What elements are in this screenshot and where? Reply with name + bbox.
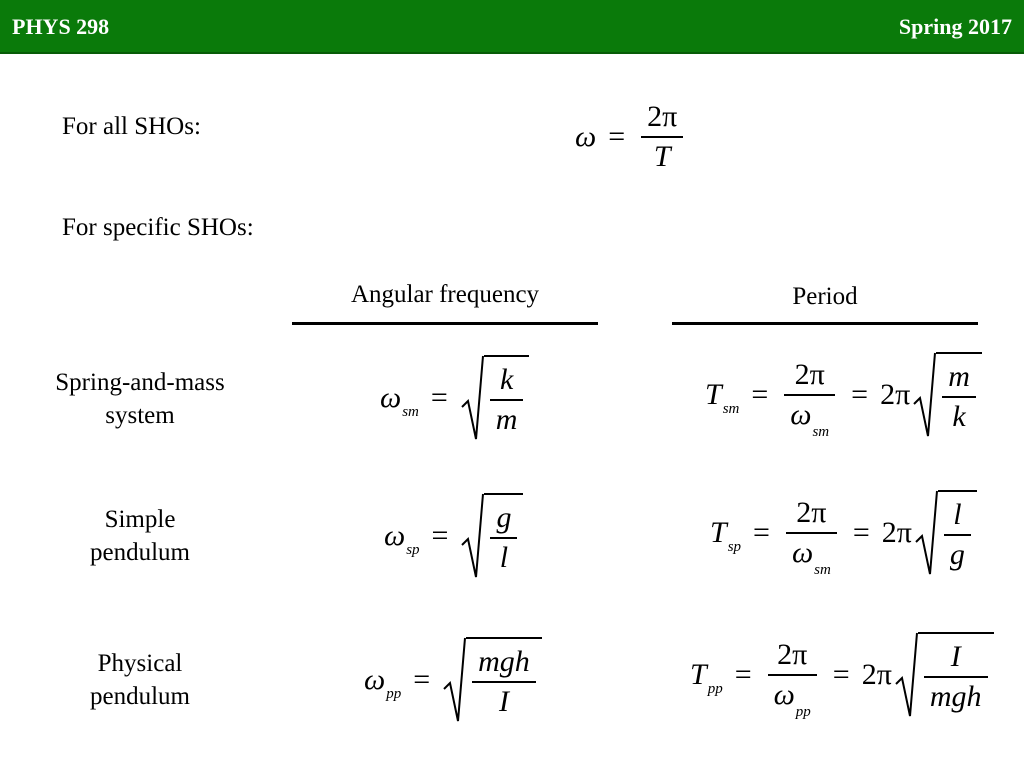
row-label-line2: pendulum [90,538,190,566]
fraction-denominator: I [498,685,509,718]
subscript: sm [402,403,419,420]
equals-sign: = [852,516,870,549]
subscript: sm [814,562,831,578]
radical-sign-icon [442,637,466,723]
fraction-numerator: 2π [647,100,678,133]
row-label-line1: Simple [104,506,176,533]
omega-symbol: ω [384,519,406,552]
fraction-denominator [784,396,835,440]
fraction-numerator: k [499,363,514,396]
radical-sign-icon [460,493,484,579]
row-label-spring-mass [40,367,240,432]
course-title: PHYS 298 [12,14,110,39]
omega-symbol: ω [790,398,812,431]
subscript: pp [795,704,811,720]
fraction-denominator: g [949,538,965,571]
radicand [484,355,530,441]
coefficient: 2π [861,658,892,691]
fraction-numerator: mgh [478,645,530,678]
radical-sign-icon [460,355,484,441]
fraction [786,496,837,578]
period-symbol: T [690,658,707,691]
row-label-simple-pendulum [40,504,240,569]
row-label-line2: pendulum [90,682,190,710]
fraction-denominator: T [653,140,671,173]
omega-symbol: ω [364,663,386,696]
fraction-numerator: 2π [794,358,825,391]
subscript: sp [406,541,420,558]
column-rule-angular [292,322,598,325]
column-header-period: Period [792,283,858,310]
equals-sign: = [608,120,626,153]
slide-header [0,0,1024,54]
square-root [914,490,977,576]
omega-formula-spring-mass [380,355,529,441]
row-label-line1: Spring-and-mass [55,369,225,396]
fraction-denominator: mgh [929,680,982,713]
period-symbol: T [710,516,727,549]
omega-formula-physical-pendulum [364,637,542,723]
fraction [472,647,536,717]
square-root [460,493,523,579]
fraction [944,500,971,570]
omega-symbol: ω [575,120,597,153]
subscript: sm [812,424,830,440]
fraction-numerator: 2π [777,638,808,671]
period-symbol: T [705,378,722,411]
fraction-denominator: l [499,541,509,574]
omega-symbol: ω [791,536,814,569]
fraction-denominator: k [952,400,966,433]
radicand [918,632,994,718]
radical-sign-icon [912,352,936,438]
specific-label: For specific SHOs: [62,214,254,241]
equals-sign: = [413,663,431,696]
equals-sign: = [751,378,769,411]
row-label-physical-pendulum [40,648,240,713]
equals-sign: = [734,658,752,691]
square-root [894,632,994,718]
fraction-numerator: I [950,640,961,673]
general-label: For all SHOs: [62,113,201,140]
fraction-denominator: m [495,403,518,436]
subscript: sp [727,538,742,555]
row-label-line2: system [105,401,175,429]
coefficient: 2π [880,378,911,411]
fraction [641,102,683,172]
square-root [442,637,542,723]
fraction [924,642,988,712]
subscript: pp [707,680,723,697]
equals-sign: = [753,516,770,549]
fraction-numerator: l [953,498,962,531]
radicand [936,352,982,438]
fraction-denominator [786,534,837,578]
fraction-denominator [768,676,817,720]
radical-sign-icon [894,632,918,718]
general-formula [575,102,687,172]
omega-symbol: ω [773,678,795,711]
fraction-numerator: m [948,360,970,393]
omega-formula-simple-pendulum [384,493,523,579]
fraction [784,358,835,440]
fraction [490,365,524,435]
fraction [490,503,517,573]
equals-sign: = [851,378,869,411]
term-label: Spring 2017 [898,14,1012,39]
subscript: pp [386,685,402,702]
fraction [768,638,817,720]
fraction-numerator: g [496,501,512,534]
period-formula-simple-pendulum [710,490,977,576]
radical-sign-icon [914,490,938,576]
radicand [484,493,523,579]
radicand [938,490,977,576]
period-formula-physical-pendulum [690,632,994,718]
radicand [466,637,542,723]
omega-symbol: ω [380,381,402,414]
equals-sign: = [832,658,850,691]
column-header-angular: Angular frequency [350,281,540,308]
fraction [942,362,976,432]
fraction-numerator: 2π [796,496,827,529]
subscript: sm [722,400,740,417]
row-label-line1: Physical [97,650,183,677]
period-formula-spring-mass [705,352,982,438]
equals-sign: = [431,519,449,552]
square-root [912,352,982,438]
square-root [460,355,530,441]
coefficient: 2π [881,516,912,549]
equals-sign: = [430,381,448,414]
column-rule-period [672,322,978,325]
